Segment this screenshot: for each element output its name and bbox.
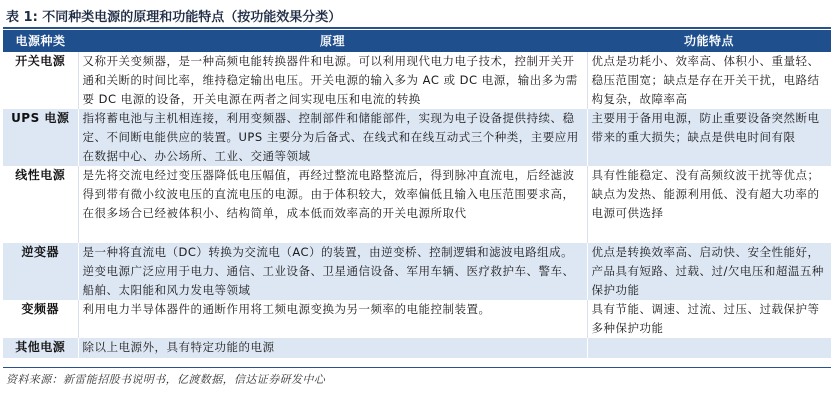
bottom-rule (3, 367, 831, 368)
row-principle: 是先将交流电经过变压器降低电压幅值，再经过整流电路整流后，得到脉冲直流电，后经滤波得到带有微小纹波电压的直流电压的电源。由于体积较大，效率偏低且输入电压范围要求高，在很多场合已经被体积小、结构简单，成本低而效率高的开关电源所取代 (78, 166, 587, 243)
row-principle: 是一种将直流电（DC）转换为交流电（AC）的装置，由逆变桥、控制逻辑和滤波电路组成。逆变电源广泛应用于电力、通信、工业设备、卫星通信设备、军用车辆、医疗救护车、警车、船舶、太阳能和风力发电等领域 (78, 243, 587, 300)
row-features: 优点是转换效率高、启动快、安全性能好，产品具有短路、过载、过/欠电压和超温五种保护功能 (587, 243, 831, 300)
row-category: UPS 电源 (3, 109, 78, 166)
table-row (3, 109, 831, 166)
table-row (3, 338, 831, 358)
row-features: 具有节能、调速、过流、过压、过载保护等多种保护功能 (587, 300, 831, 338)
row-category: 变频器 (3, 300, 78, 338)
row-category: 线性电源 (3, 166, 78, 243)
row-features: 优点是功耗小、效率高、体积小、重量轻、稳压范围宽；缺点是存在开关干扰，电路结构复杂，故障率高 (587, 52, 831, 109)
header-principle: 原理 (78, 30, 587, 52)
row-features: 主要用于备用电源，防止重要设备突然断电带来的重大损失；缺点是供电时间有限 (587, 109, 831, 166)
row-principle: 又称开关变频器，是一种高频电能转换器件和电源。可以利用现代电力电子技术，控制开关开通和关断的时间比率，维持稳定输出电压。开关电源的输入多为 AC 或 DC 电源，输出多为需要 DC 电源的设备，开关电源在两者之间实现电压和电流的转换 (78, 52, 587, 109)
row-principle: 除以上电源外，具有特定功能的电源 (78, 338, 587, 358)
row-features: 具有性能稳定、没有高频纹波干扰等优点；缺点为发热、能源利用低、没有超大功率的电源可供选择 (587, 166, 831, 243)
row-principle: 利用电力半导体器件的通断作用将工频电源变换为另一频率的电能控制装置。 (78, 300, 587, 338)
row-category: 开关电源 (3, 52, 78, 109)
header-category: 电源种类 (3, 30, 78, 52)
table-title: 表 1: 不同种类电源的原理和功能特点（按功能效果分类） (6, 10, 342, 25)
row-category: 其他电源 (3, 338, 78, 358)
table-row (3, 52, 831, 109)
source-note: 资料来源：新雷能招股书说明书，亿渡数据，信达证券研发中心 (6, 373, 326, 386)
top-rule (3, 27, 831, 29)
table-row (3, 300, 831, 338)
table-row (3, 243, 831, 300)
header-features: 功能特点 (587, 30, 831, 52)
table-row (3, 166, 831, 243)
power-supply-table (3, 30, 831, 358)
row-principle: 指将蓄电池与主机相连接，利用变频器、控制部件和储能部件，实现为电子设备提供持续、稳定、不间断电能供应的装置。UPS 主要分为后备式、在线式和在线互动式三个种类，主要应用在数据中心、办公场所、工业、交通等领域 (78, 109, 587, 166)
table-header-row (3, 30, 831, 52)
row-features (587, 338, 831, 358)
row-category: 逆变器 (3, 243, 78, 300)
